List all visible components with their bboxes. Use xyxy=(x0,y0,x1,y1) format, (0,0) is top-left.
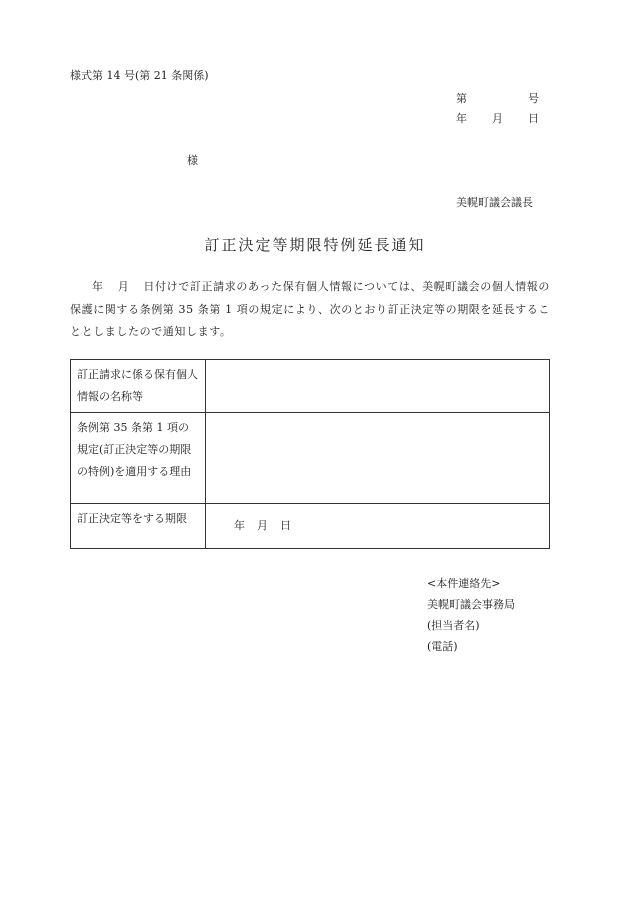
document-title: 訂正決定等期限特例延長通知 xyxy=(204,236,426,254)
table-row xyxy=(71,504,550,549)
table-label-cell: 訂正決定等をする期限 xyxy=(71,504,206,549)
contact-block xyxy=(427,573,515,657)
table-label-cell: 訂正請求に係る保有個人情報の名称等 xyxy=(71,360,206,413)
deadline-month: 月 xyxy=(257,519,268,532)
issue-date-year: 年 xyxy=(456,112,467,125)
sender-name: 美幌町議会議長 xyxy=(456,196,533,209)
notice-body xyxy=(70,276,550,344)
document-number-suffix: 号 xyxy=(528,92,539,105)
table-value-cell xyxy=(206,413,550,504)
contact-office: 美幌町議会事務局 xyxy=(427,598,515,611)
deadline-date-cell xyxy=(206,504,550,549)
recipient-honorific: 様 xyxy=(187,154,198,167)
contact-heading: <本件連絡先> xyxy=(427,577,501,590)
table-value-cell xyxy=(206,360,550,413)
table-row xyxy=(71,360,550,413)
contact-phone: (電話) xyxy=(427,640,458,653)
table-label-cell: 条例第 35 条第 1 項の規定(訂正決定等の期限の特例)を適用する理由 xyxy=(71,413,206,504)
issue-date-day: 日 xyxy=(528,112,539,125)
body-month: 月 xyxy=(117,280,130,293)
form-number: 様式第 14 号(第 21 条関係) xyxy=(70,69,209,82)
table-row xyxy=(71,413,550,504)
body-year: 年 xyxy=(92,280,104,293)
deadline-day: 日 xyxy=(280,519,291,532)
document-number-label: 第 xyxy=(456,92,467,105)
deadline-year: 年 xyxy=(234,519,245,532)
info-table xyxy=(70,359,550,549)
issue-date-month: 月 xyxy=(492,112,503,125)
body-text: 日付けで訂正請求のあった保有個人情報については、美幌町議会の個人情報の保護に関する条例第 35 条第 1 項の規定により、次のとおり訂正決定等の期限を延長することとしましたので通知します。 xyxy=(70,280,551,338)
contact-person: (担当者名) xyxy=(427,619,480,632)
